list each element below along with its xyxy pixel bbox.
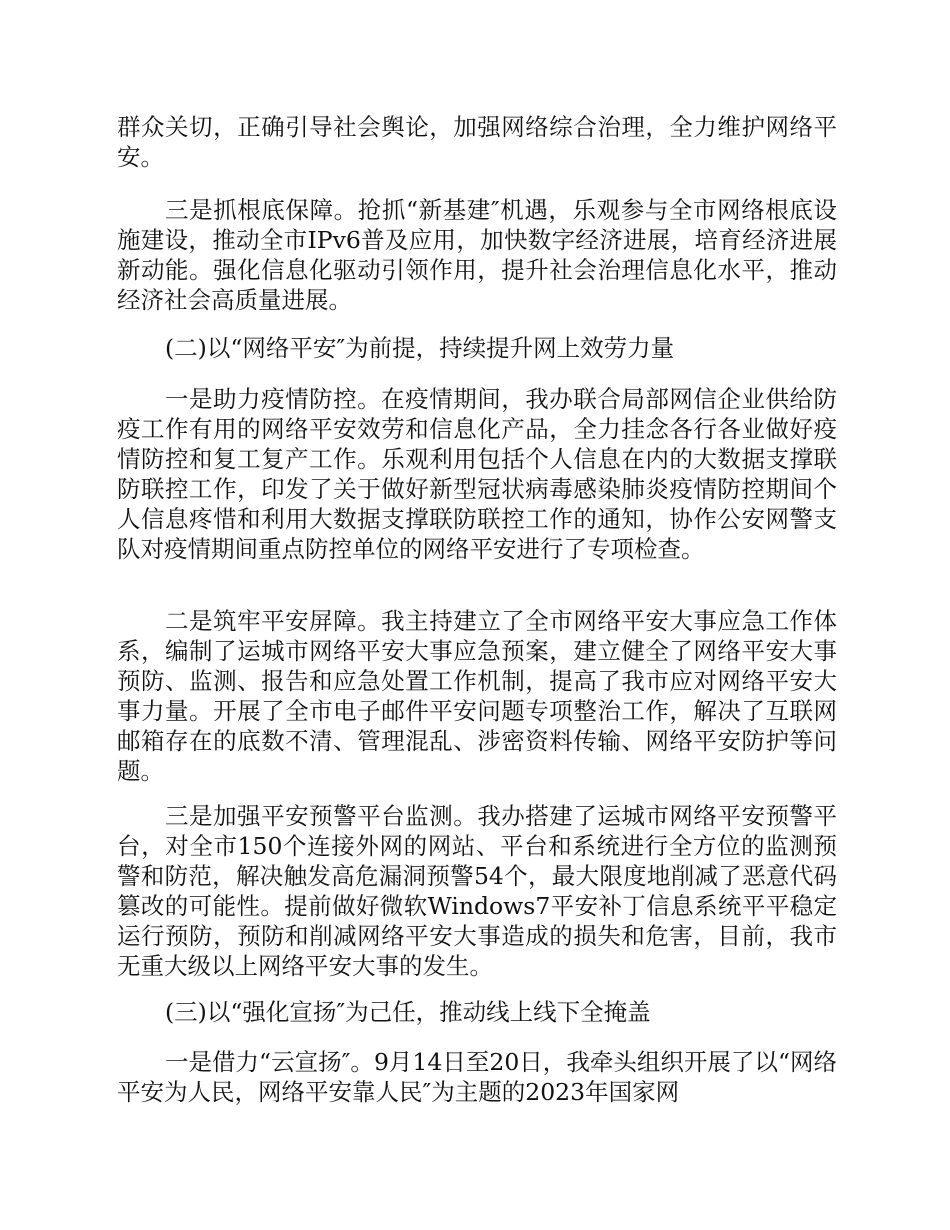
paragraph-cloud-publicity: 一是借力“云宣扬″。9月14日至20日，我牵头组织开展了以“网络平安为人民，网络平安靠人民″为主题的2023年国家网 xyxy=(117,1048,837,1106)
paragraph-epidemic: 一是助力疫情防控。在疫情期间，我办联合局部网信企业供给防疫工作有用的网络平安效劳和信息化产品，全力挂念各行各业做好疫情防控和复工复产工作。乐观利用包括个人信息在内的大数据支撑联防联控工作，印发了关于做好新型冠状病毒感染肺炎疫情防控期间个人信息疼惜和利用大数据支撑联防联控工作的通知，协作公安网警支队对疫情期间重点防控单位的网络平安进行了专项检查。 xyxy=(117,385,837,563)
paragraph-continuation: 群众关切，正确引导社会舆论，加强网络综合治理，全力维护网络平安。 xyxy=(117,113,837,171)
paragraph-security-barrier: 二是筑牢平安屏障。我主持建立了全市网络平安大事应急工作体系，编制了运城市网络平安大事应急预案，建立健全了网络平安大事预防、监测、报告和应急处置工作机制，提高了我市应对网络平安大事力量。开展了全市电子邮件平安问题专项整治工作，解决了互联网邮箱存在的底数不清、管理混乱、涉密资料传输、网络平安防护等问题。 xyxy=(117,607,837,785)
paragraph-infrastructure: 三是抓根底保障。抢抓“新基建″机遇，乐观参与全市网络根底设施建设，推动全市IPv6普及应用，加快数字经济进展，培育经济进展新动能。强化信息化驱动引领作用，提升社会治理信息化水平，推动经济社会高质量进展。 xyxy=(117,196,837,314)
section-heading-3: (三)以“强化宣扬″为己任，推动线上线下全掩盖 xyxy=(165,998,651,1026)
paragraph-monitoring-platform: 三是加强平安预警平台监测。我办搭建了运城市网络平安预警平台，对全市150个连接外网的网站、平台和系统进行全方位的监测预警和防范，解决触发高危漏洞预警54个，最大限度地削减了恶意代码篡改的可能性。提前做好微软Windows7平安补丁信息系统平平稳定运行预防，预防和削减网络平安大事造成的损失和危害，目前，我市无重大级以上网络平安大事的发生。 xyxy=(117,802,837,980)
section-heading-2: (二)以“网络平安″为前提，持续提升网上效劳力量 xyxy=(165,334,675,362)
